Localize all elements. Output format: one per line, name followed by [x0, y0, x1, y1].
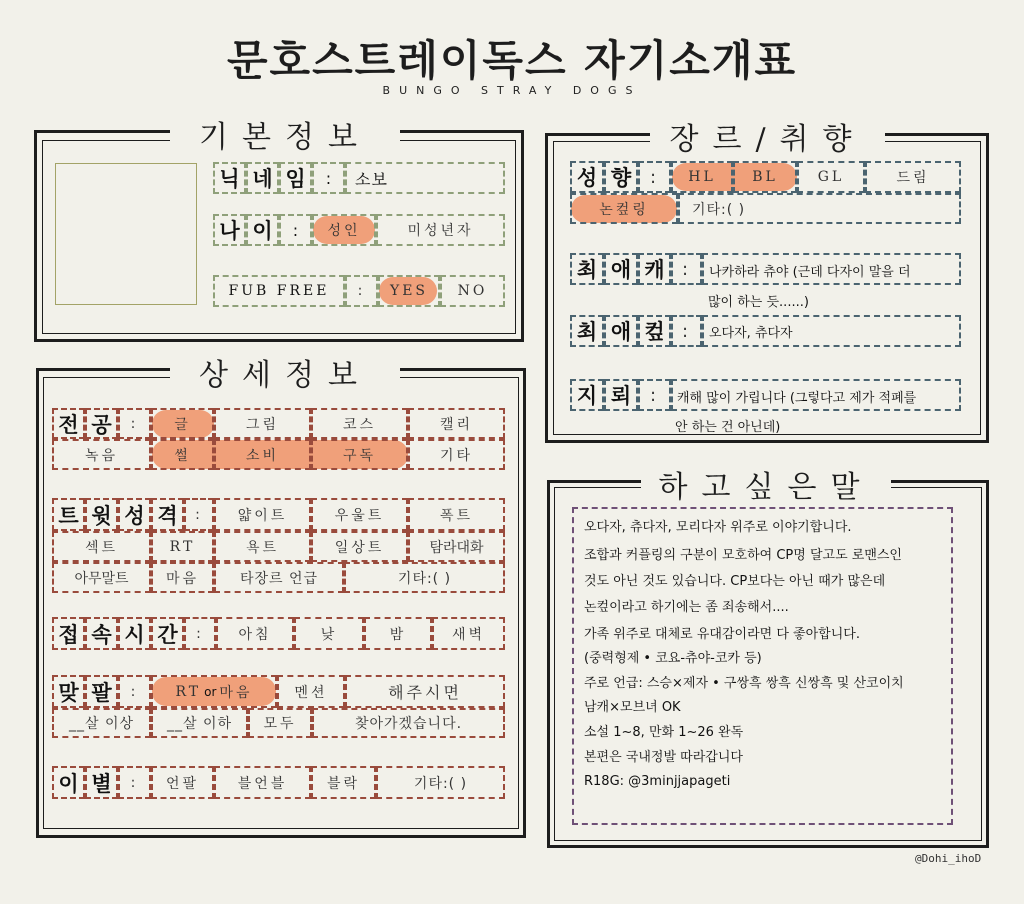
- major-label-2: 공: [85, 408, 118, 439]
- favchar-label-3: 캐: [638, 253, 671, 285]
- orientation-option-dream[interactable]: 드림: [865, 161, 961, 193]
- message-line-11: R18G: @3minjjapageti: [584, 774, 731, 789]
- favchar-value-line2: 많이 하는 듯......): [708, 295, 809, 310]
- orientation-option-hl[interactable]: HL: [671, 161, 733, 193]
- nickname-label-3: 임: [279, 162, 312, 194]
- message-line-10: 본편은 국내정발 따라갑니다: [584, 750, 743, 765]
- detail-info-title: 상세정보: [170, 350, 400, 392]
- genre-title: 장르/취향: [650, 114, 885, 156]
- favcp-value: 오다자, 츄다자: [709, 326, 793, 341]
- personality-option-etc[interactable]: 기타:( ): [344, 562, 505, 593]
- page-subtitle: BUNGO STRAY DOGS: [382, 84, 642, 97]
- personality-option-swear[interactable]: 욕트: [214, 531, 311, 562]
- follow-will-visit-text: 찾아가겠습니다.: [312, 708, 505, 738]
- age-label-2: 이: [246, 214, 279, 246]
- follow-rt-text: RT: [175, 683, 202, 700]
- orientation-label-1: 성: [570, 161, 604, 193]
- online-label-3: 시: [118, 617, 151, 650]
- favchar-label-1: 최: [570, 253, 604, 285]
- message-line-1: 오다자, 츄다자, 모리다자 위주로 이야기합니다.: [584, 520, 852, 535]
- fub-free-label: FUB FREE: [213, 275, 345, 307]
- major-option-writing[interactable]: 글: [151, 408, 214, 439]
- fub-option-no[interactable]: NO: [440, 275, 505, 307]
- major-option-calligraphy[interactable]: 캘리: [408, 408, 505, 439]
- online-option-night[interactable]: 밤: [364, 617, 432, 650]
- follow-option-age-under[interactable]: __살 이하: [151, 708, 248, 738]
- follow-label-2: 팔: [85, 675, 118, 708]
- favchar-label-2: 애: [604, 253, 638, 285]
- personality-label-1: 트: [52, 498, 85, 531]
- online-label-2: 속: [85, 617, 118, 650]
- unfollow-option-block[interactable]: 블락: [311, 766, 376, 799]
- age-option-adult[interactable]: 성인: [312, 214, 376, 246]
- orientation-option-etc[interactable]: 기타:( ): [678, 193, 961, 224]
- favchar-colon: :: [671, 253, 702, 285]
- message-line-4: 논컾이라고 하기에는 좀 죄송해서....: [584, 600, 789, 615]
- page-title: 문호스트레이독스 자기소개표: [226, 36, 798, 85]
- message-line-9: 소설 1~8, 만화 1~26 완독: [584, 725, 744, 740]
- personality-option-shallow[interactable]: 얇이트: [214, 498, 311, 531]
- age-colon: :: [279, 214, 312, 246]
- basic-info-title: 기본정보: [170, 112, 400, 154]
- unfollow-label-2: 별: [85, 766, 118, 799]
- message-title: 하고싶은말: [641, 462, 891, 504]
- major-option-drawing[interactable]: 그림: [214, 408, 311, 439]
- favcp-label-1: 최: [570, 315, 604, 347]
- follow-option-all[interactable]: 모두: [248, 708, 312, 738]
- personality-option-tl-chat[interactable]: 탐라대화: [408, 531, 505, 562]
- personality-option-rt[interactable]: RT: [151, 531, 214, 562]
- personality-option-gloomy[interactable]: 우울트: [311, 498, 408, 531]
- follow-colon: :: [118, 675, 151, 708]
- orientation-colon: :: [638, 161, 671, 193]
- personality-option-daily[interactable]: 일상트: [311, 531, 408, 562]
- unfollow-option-etc[interactable]: 기타:( ): [376, 766, 505, 799]
- unfollow-option-unfollow[interactable]: 언팔: [151, 766, 214, 799]
- trigger-value-line1: 캐해 많이 가립니다 (그렇다고 제가 적폐를: [677, 391, 917, 406]
- online-label-4: 간: [151, 617, 184, 650]
- major-option-etc[interactable]: 기타: [408, 439, 505, 470]
- age-option-minor[interactable]: 미성년자: [376, 214, 505, 246]
- personality-option-sexy[interactable]: 섹트: [52, 531, 151, 562]
- message-line-5: 가족 위주로 대체로 유대감이라면 다 좋아합니다.: [584, 627, 860, 642]
- personality-option-heart[interactable]: 마음: [151, 562, 214, 593]
- online-label-1: 접: [52, 617, 85, 650]
- message-line-7: 주로 언급: 스승×제자 • 구쌍흑 쌍흑 신쌍흑 및 산코이치: [584, 676, 904, 691]
- online-option-day[interactable]: 낮: [294, 617, 364, 650]
- trigger-value-line2: 안 하는 건 아닌데): [675, 420, 781, 435]
- message-line-8: 남캐×모브녀 OK: [584, 700, 681, 715]
- major-label-1: 전: [52, 408, 85, 439]
- personality-option-other-genre[interactable]: 타장르 언급: [214, 562, 344, 593]
- orientation-option-noncp[interactable]: 논컾링: [570, 193, 678, 224]
- favcp-label-3: 컾: [638, 315, 671, 347]
- personality-colon: :: [184, 498, 214, 531]
- major-colon: :: [118, 408, 151, 439]
- fub-option-yes[interactable]: YES: [378, 275, 440, 307]
- favcp-label-2: 애: [604, 315, 638, 347]
- online-option-morning[interactable]: 아침: [216, 617, 294, 650]
- personality-label-4: 격: [151, 498, 184, 531]
- orientation-label-2: 향: [604, 161, 638, 193]
- message-line-6: (중력형제 • 코요-츄야-코카 등): [584, 651, 762, 666]
- unfollow-label-1: 이: [52, 766, 85, 799]
- message-line-2: 조합과 커플링의 구분이 모호하여 CP명 달고도 로맨스인: [584, 548, 902, 563]
- follow-label-1: 맞: [52, 675, 85, 708]
- orientation-option-gl[interactable]: GL: [797, 161, 865, 193]
- personality-option-random[interactable]: 아무말트: [52, 562, 151, 593]
- unfollow-colon: :: [118, 766, 151, 799]
- favcp-colon: :: [671, 315, 702, 347]
- follow-option-rt-or-heart[interactable]: [151, 675, 277, 708]
- nickname-colon: :: [312, 162, 345, 194]
- major-option-thread[interactable]: 썰: [151, 439, 214, 470]
- follow-rest-text: 해주시면: [345, 675, 505, 708]
- unfollow-option-softblock[interactable]: 블언블: [214, 766, 311, 799]
- fub-colon: :: [345, 275, 378, 307]
- follow-option-age-over[interactable]: __살 이상: [52, 708, 151, 738]
- profile-photo-box: [55, 163, 197, 305]
- follow-or-text: or: [204, 684, 217, 699]
- message-line-3: 것도 아닌 것도 있습니다. CP보다는 아닌 때가 많은데: [584, 574, 886, 589]
- online-option-dawn[interactable]: 새벽: [432, 617, 505, 650]
- orientation-option-bl[interactable]: BL: [733, 161, 797, 193]
- major-option-subscribe[interactable]: 구독: [311, 439, 408, 470]
- personality-label-3: 성: [118, 498, 151, 531]
- major-option-consume[interactable]: 소비: [214, 439, 311, 470]
- trigger-label-1: 지: [570, 379, 604, 411]
- follow-heart-text: 마음: [219, 684, 253, 701]
- personality-label-2: 윗: [85, 498, 118, 531]
- nickname-label-1: 닉: [213, 162, 246, 194]
- nickname-value: 소보: [345, 162, 505, 194]
- major-option-recording[interactable]: 녹음: [52, 439, 151, 470]
- major-option-cosplay[interactable]: 코스: [311, 408, 408, 439]
- trigger-colon: :: [638, 379, 671, 411]
- trigger-label-2: 뢰: [604, 379, 638, 411]
- age-label-1: 나: [213, 214, 246, 246]
- follow-option-mention[interactable]: 멘션: [277, 675, 345, 708]
- online-colon: :: [184, 617, 216, 650]
- personality-option-rant[interactable]: 폭트: [408, 498, 505, 531]
- author-credit: @Dohi_ihoD: [915, 852, 982, 865]
- nickname-label-2: 네: [246, 162, 279, 194]
- favchar-value-line1: 나카하라 츄야 (근데 다자이 말을 더: [709, 265, 911, 280]
